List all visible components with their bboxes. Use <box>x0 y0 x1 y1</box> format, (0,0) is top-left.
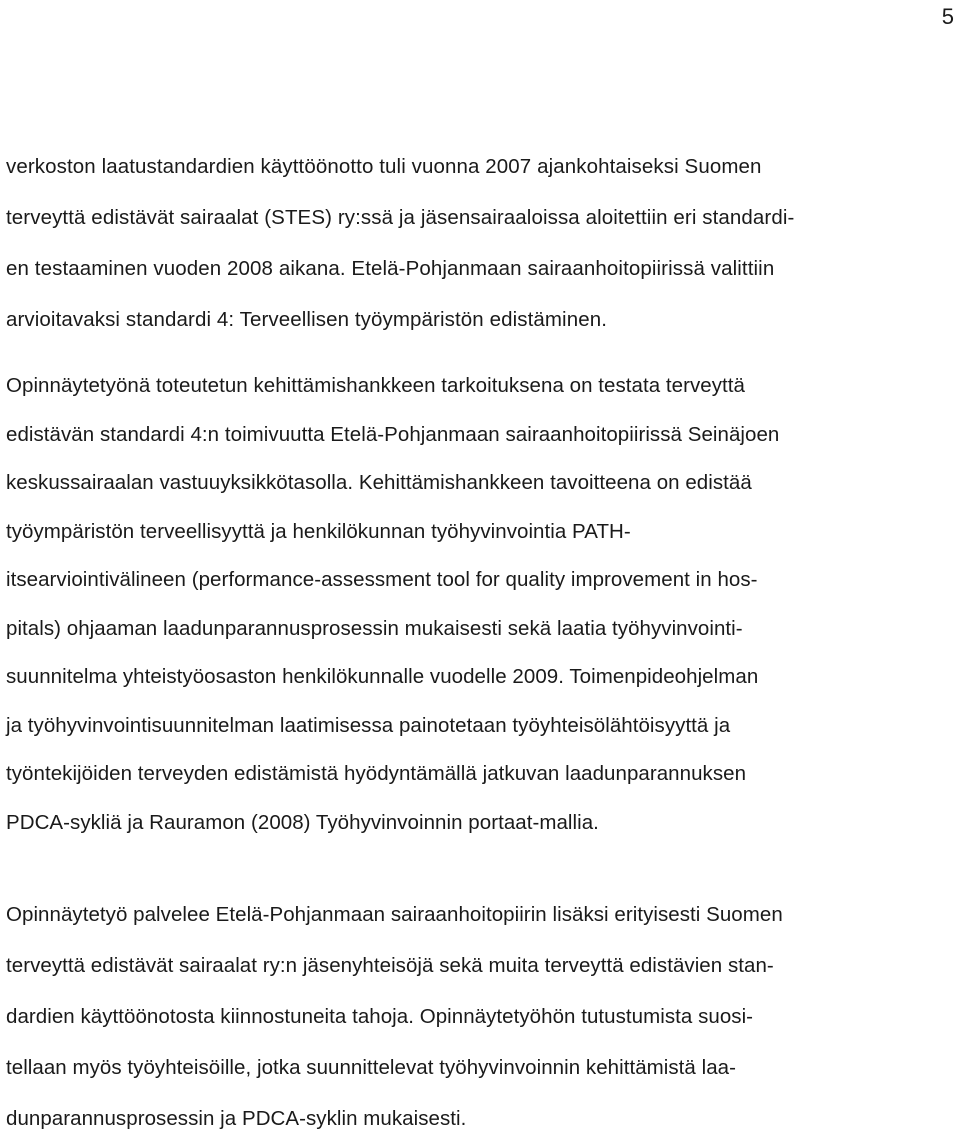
paragraph-2 <box>6 362 956 847</box>
text-line: arvioitavaksi standardi 4: Terveellisen työympäristön edistäminen. <box>6 308 608 331</box>
page-number: 5 <box>941 4 954 29</box>
text-line: keskussairaalan vastuuyksikkötasolla. Kehittämishankkeen tavoitteena on edistää <box>6 471 752 494</box>
text-line: pitals) ohjaaman laadunparannusprosessin mukaisesti sekä laatia työhyvinvointi- <box>6 616 743 640</box>
text-line: edistävän standardi 4:n toimivuutta Etelä-Pohjanmaan sairaanhoitopiirissä Seinäjoen <box>6 422 780 446</box>
paragraph-3 <box>6 889 956 1144</box>
text-line: tellaan myös työyhteisöille, jotka suunnittelevat työhyvinvoinnin kehittämistä laa- <box>6 1056 736 1079</box>
text-line: Opinnäytetyönä toteutetun kehittämishankkeen tarkoituksena on testata terveyttä <box>6 374 745 397</box>
text-line: PDCA-sykliä ja Rauramon (2008) Työhyvinvoinnin portaat-mallia. <box>6 810 599 834</box>
text-line: verkoston laatustandardien käyttöönotto tuli vuonna 2007 ajankohtaiseksi Suomen <box>6 155 762 178</box>
text-line: työympäristön terveellisyyttä ja henkilökunnan työhyvinvointia PATH- <box>6 519 631 543</box>
text-line: Opinnäytetyö palvelee Etelä-Pohjanmaan sairaanhoitopiirin lisäksi erityisesti Suomen <box>6 903 783 926</box>
paragraph-1 <box>6 141 956 345</box>
text-line: työntekijöiden terveyden edistämistä hyödyntämällä jatkuvan laadunparannuksen <box>6 762 747 785</box>
text-line: suunnitelma yhteistyöosaston henkilökunnalle vuodelle 2009. Toimenpideohjelman <box>6 665 759 688</box>
text-line: itsearviointivälineen (performance-assessment tool for quality improvement in hos- <box>6 568 758 591</box>
text-line: dardien käyttöönotosta kiinnostuneita tahoja. Opinnäytetyöhön tutustumista suosi- <box>6 1005 754 1028</box>
text-line: terveyttä edistävät sairaalat ry:n jäsenyhteisöjä sekä muita terveyttä edistävien stan- <box>6 954 774 977</box>
text-line: dunparannusprosessin ja PDCA-syklin mukaisesti. <box>6 1107 467 1130</box>
text-line: ja työhyvinvointisuunnitelman laatimisessa painotetaan työyhteisölähtöisyyttä ja <box>6 713 731 737</box>
text-line: terveyttä edistävät sairaalat (STES) ry:ssä ja jäsensairaaloissa aloitettiin eri standardi- <box>6 206 795 229</box>
text-line: en testaaminen vuoden 2008 aikana. Etelä-Pohjanmaan sairaanhoitopiirissä valittiin <box>6 257 775 280</box>
